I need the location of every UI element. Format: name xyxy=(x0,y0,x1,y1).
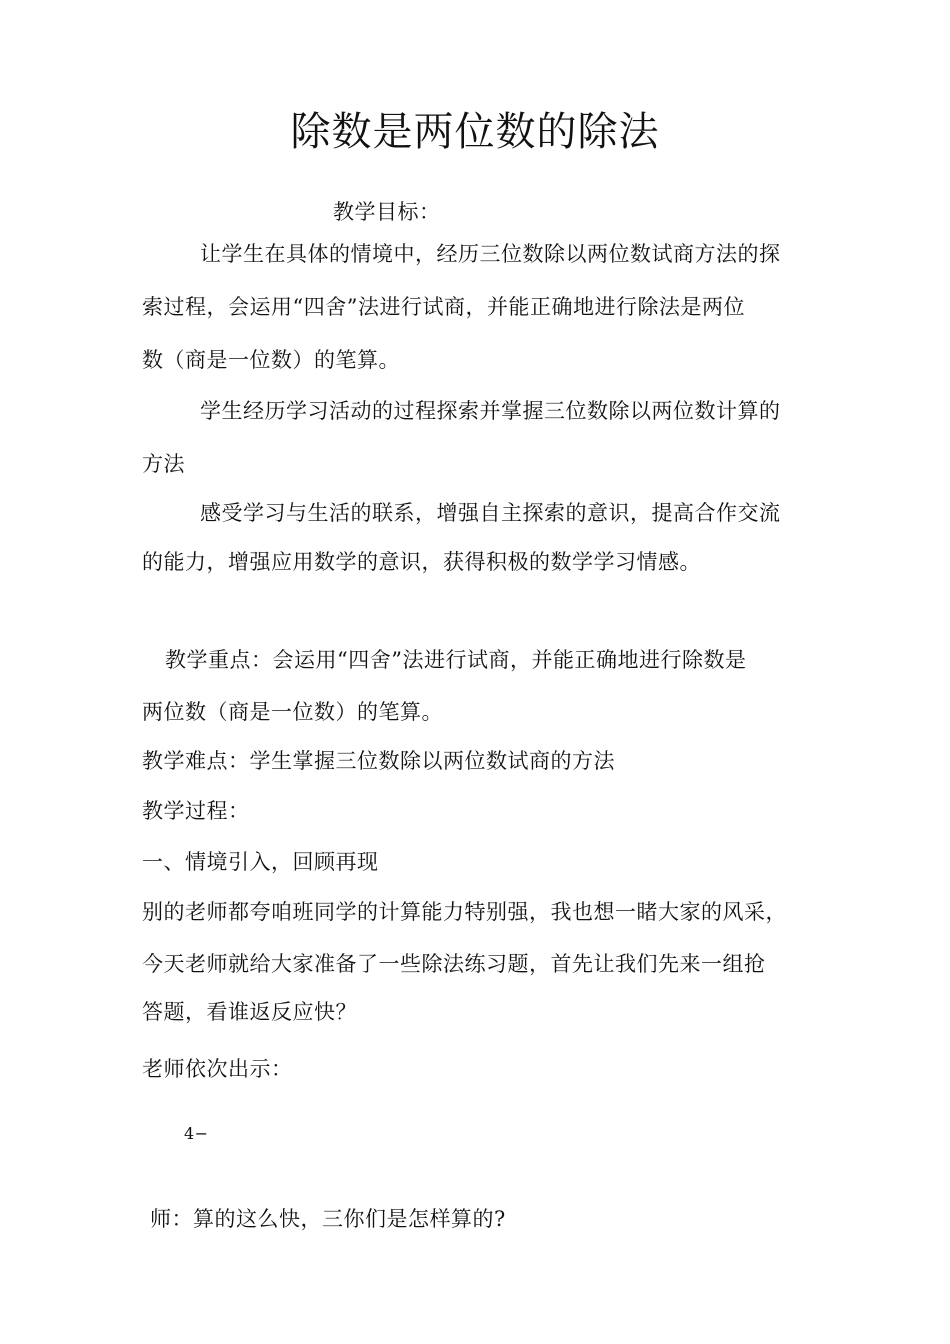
key-points-line-1: 教学重点：会运用“四舍”法进行试商，并能正确地进行除数是 xyxy=(165,648,747,672)
objectives-heading: 教学目标： xyxy=(333,200,441,224)
intro-line-3: 答题，看谁返反应快？ xyxy=(142,1000,357,1024)
intro-line-1: 别的老师都夸咱班同学的计算能力特别强，我也想一睹大家的风采， xyxy=(142,900,787,924)
objective-2-line-2: 方法 xyxy=(142,452,185,476)
formula-fragment: 4− xyxy=(184,1124,209,1143)
objective-1-line-2: 索过程，会运用“四舍”法进行试商，并能正确地进行除法是两位 xyxy=(142,295,745,319)
objective-3-line-1: 感受学习与生活的联系，增强自主探索的意识，提高合作交流 xyxy=(200,501,781,525)
intro-line-2: 今天老师就给大家准备了一些除法练习题，首先让我们先来一组抢 xyxy=(142,952,766,976)
objective-1-line-1: 让学生在具体的情境中，经历三位数除以两位数试商方法的探 xyxy=(200,242,781,266)
document-title: 除数是两位数的除法 xyxy=(290,109,660,155)
objective-2-line-1: 学生经历学习活动的过程探索并掌握三位数除以两位数计算的 xyxy=(200,399,781,423)
process-heading: 教学过程： xyxy=(142,799,250,823)
section-1-heading: 一、情境引入，回顾再现 xyxy=(142,850,379,874)
teacher-question-line: 师：算的这么快，三你们是怎样算的? xyxy=(150,1207,506,1231)
teacher-shows-line: 老师依次出示： xyxy=(142,1057,293,1081)
objective-1-line-3: 数（商是一位数）的笔算。 xyxy=(142,348,400,372)
objective-3-line-2: 的能力，增强应用数学的意识，获得积极的数学学习情感。 xyxy=(142,550,701,574)
key-points-line-2: 两位数（商是一位数）的笔算。 xyxy=(142,700,443,724)
difficulty-line: 教学难点：学生掌握三位数除以两位数试商的方法 xyxy=(142,749,615,773)
